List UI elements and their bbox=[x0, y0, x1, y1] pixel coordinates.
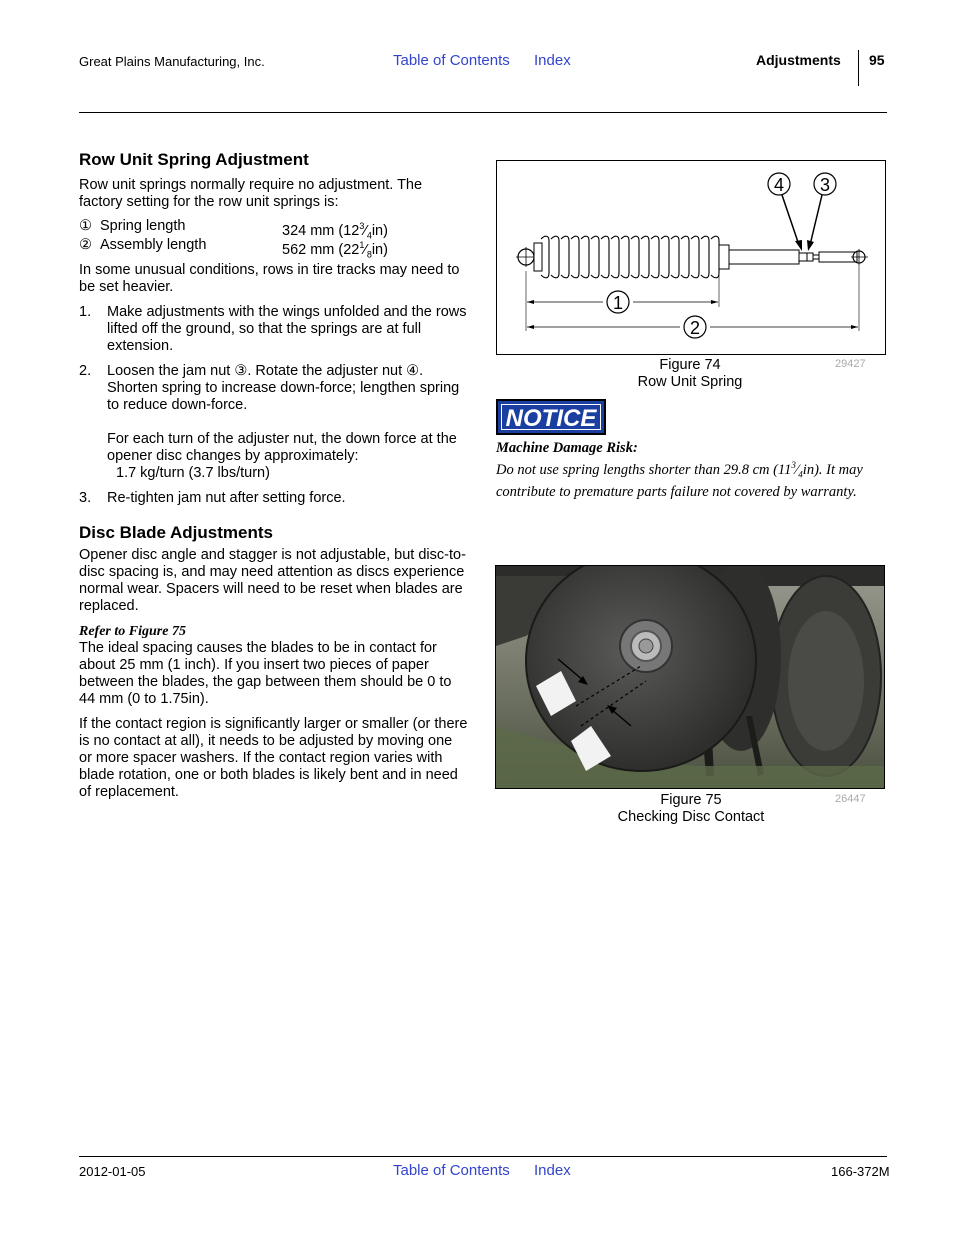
disc-p1: Opener disc angle and stagger is not adjustable, but disc-to-disc spacing is, and may need attention as discs experience normal wear. Spacers will need to be reset when blades are replaced. bbox=[79, 547, 466, 614]
header-rule bbox=[79, 112, 887, 113]
spec2-num: ② bbox=[79, 237, 92, 253]
footer-date: 2012-01-05 bbox=[79, 1164, 146, 1179]
figure-75-photo bbox=[495, 565, 885, 789]
callout-4-label: 4 bbox=[773, 175, 785, 195]
step-2: 2. Loosen the jam nut ③. Rotate the adjuster nut ④. Shorten spring to increase down-force; lengthen spring to reduce down-force. For each turn of the adjuster nut, the down force at the opener disc changes by approximately: 1.7 kg/turn (3.7 lbs/turn) bbox=[79, 363, 469, 482]
disc-p3: If the contact region is significantly larger or smaller (or there is no contact at all), it needs to be adjusted by moving one or more spacer washers. If the contact region varies with blade rotation, one or both blades is likely bent and in need of replacement. bbox=[79, 716, 468, 800]
row-unit-spring-drawing bbox=[497, 161, 885, 354]
index-link-header[interactable]: Index bbox=[534, 52, 571, 69]
figure-75-id: 26447 bbox=[835, 793, 866, 805]
figure-75-caption: Figure 75 Checking Disc Contact bbox=[617, 792, 765, 825]
spec-row-2 bbox=[79, 237, 469, 260]
callout-2-label: 2 bbox=[689, 318, 701, 338]
section-title: Adjustments bbox=[756, 52, 841, 68]
page-number: 95 bbox=[869, 52, 885, 68]
disc-contact-photo bbox=[496, 566, 884, 788]
doc-number: 166-372M bbox=[831, 1164, 890, 1179]
disc-p2: The ideal spacing causes the blades to be in contact for about 25 mm (1 inch). If you insert two pieces of paper between the blades, the gap between them should be 0 to 44 mm (0 to 1.75in). bbox=[79, 640, 452, 707]
step-3: 3. Re-tighten jam nut after setting force. bbox=[79, 490, 346, 506]
spec1-value: 324 mm $(12^3⁄_4in)$ bbox=[282, 221, 388, 241]
index-link-footer[interactable]: Index bbox=[534, 1162, 571, 1179]
figure-74-caption: Figure 74 Row Unit Spring bbox=[637, 357, 743, 390]
step-2-extra: For each turn of the adjuster nut, the down force at the opener disc changes by approximately: bbox=[107, 431, 457, 464]
figure-74-id: 29427 bbox=[835, 358, 866, 370]
header-divider bbox=[858, 50, 859, 86]
row-unit-intro: Row unit springs normally require no adjustment. The factory setting for the row unit springs is: bbox=[79, 177, 423, 210]
footer-rule bbox=[79, 1156, 887, 1157]
step-1: 1. Make adjustments with the wings unfolded and the rows lifted off the ground, so that the springs are at full extension. bbox=[79, 304, 467, 354]
notice-badge: NOTICE bbox=[496, 399, 606, 435]
spec1-num: ① bbox=[79, 218, 92, 234]
spec2-value: 562 mm $(22^1⁄_8in)$ bbox=[282, 240, 388, 260]
callout-1-label: 1 bbox=[612, 293, 624, 313]
toc-link-footer[interactable]: Table of Contents bbox=[393, 1162, 510, 1179]
company-name: Great Plains Manufacturing, Inc. bbox=[79, 54, 265, 69]
callout-3-label: 3 bbox=[819, 175, 831, 195]
left-column bbox=[79, 150, 469, 801]
spec1-label: Spring length bbox=[100, 218, 186, 234]
unusual-conditions: In some unusual conditions, rows in tire tracks may need to be set heavier. bbox=[79, 262, 460, 295]
spec2-label: Assembly length bbox=[100, 237, 207, 253]
step-2-value: 1.7 kg/turn (3.7 lbs/turn) bbox=[116, 465, 270, 481]
row-unit-heading: Row Unit Spring Adjustment bbox=[79, 150, 309, 169]
notice-body: Do not use spring lengths shorter than 29.8 cm $(11^3⁄_4in)$. It may contribute to premature parts failure not covered by warranty. bbox=[496, 460, 863, 500]
refer-figure: Refer to Figure 75 bbox=[79, 624, 186, 639]
figure-74-frame bbox=[496, 160, 886, 355]
spec-row-1 bbox=[79, 218, 469, 241]
disc-heading: Disc Blade Adjustments bbox=[79, 523, 273, 542]
notice-risk: Machine Damage Risk: bbox=[496, 440, 638, 456]
toc-link-header[interactable]: Table of Contents bbox=[393, 52, 510, 69]
notice-text bbox=[496, 440, 876, 501]
